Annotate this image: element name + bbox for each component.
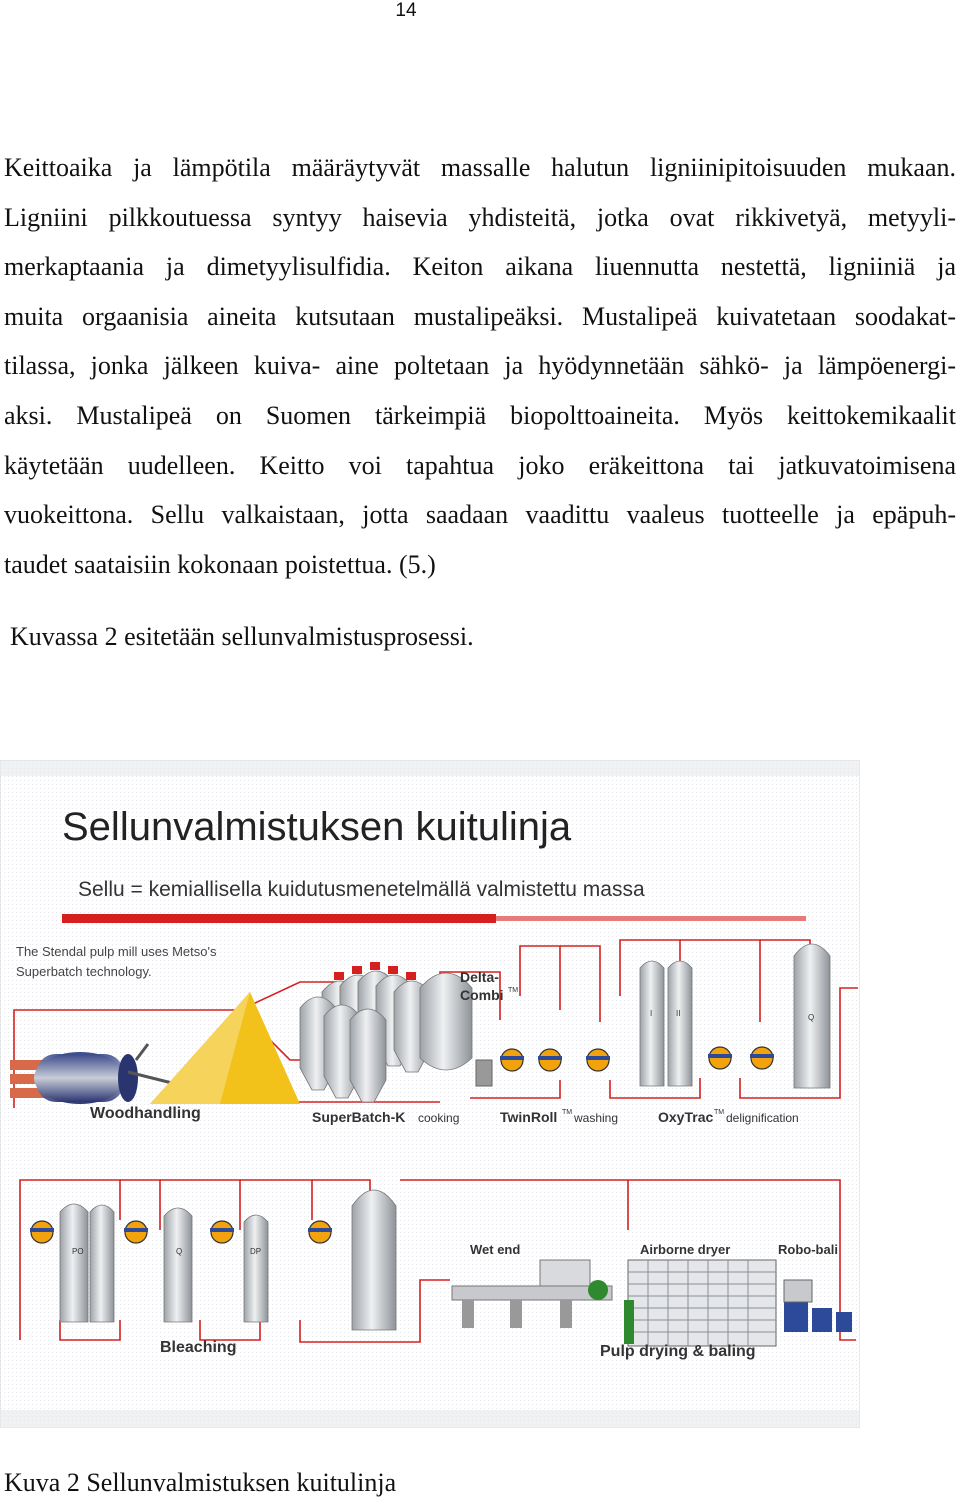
label-oxytrac-tm: TM <box>714 1109 725 1116</box>
tower-label-po: PO <box>72 1247 84 1256</box>
paragraph-line: merkaptaania ja dimetyylisulfidia. Keiton aikana liuennutta nestettä, ligniiniä ja <box>4 252 956 282</box>
label-twinroll-sub: washing <box>574 1111 619 1125</box>
tower-label-ii: II <box>676 1009 681 1018</box>
paragraph-line: käytetään uudelleen. Keitto voi tapahtua joko eräkeittona tai jatkuvatoimisena <box>4 450 956 480</box>
title-rule-red <box>62 914 496 923</box>
label-superbatch: SuperBatch-K <box>312 1109 406 1125</box>
page-number: 14 <box>395 0 417 21</box>
label-superbatch-sub: cooking <box>418 1111 460 1125</box>
label-wet-end: Wet end <box>470 1242 521 1257</box>
tower-label-i: I <box>650 1009 653 1018</box>
label-twinroll-tm: TM <box>562 1109 573 1116</box>
paragraph-line: Keittoaika ja lämpötila määräytyvät massalle halutun ligniinipitoisuuden mukaan. <box>4 153 956 182</box>
note-line-1: The Stendal pulp mill uses Metso's <box>16 944 217 959</box>
label-delta-combi-1: Delta- <box>460 969 499 985</box>
tower-label-q2: Q <box>176 1247 183 1256</box>
airborne-dryer <box>624 1260 776 1346</box>
title-rule-light <box>496 916 806 921</box>
figure-subtitle: Sellu = kemiallisella kuidutusmenetelmällä valmistettu massa <box>78 878 645 901</box>
label-oxytrac-sub: delignification <box>726 1111 799 1125</box>
label-robo-baling: Robo-bali <box>778 1242 838 1257</box>
figure-title: Sellunvalmistuksen kuitulinja <box>62 805 572 849</box>
tower-label-dp: DP <box>250 1247 262 1256</box>
paragraph-line: Ligniini pilkkoutuessa syntyy haisevia yhdisteitä, jotka ovat rikkivetyä, metyyli- <box>4 202 956 232</box>
tower-label-q: Q <box>808 1013 815 1022</box>
process-diagram <box>0 760 860 1428</box>
label-airborne-dryer: Airborne dryer <box>640 1242 731 1257</box>
note-line-2: Superbatch technology. <box>16 964 152 979</box>
process-figure <box>0 760 860 1428</box>
paragraph-line: vuokeittona. Sellu valkaistaan, jotta saadaan vaadittu vaaleus tuotteelle ja epäpuh- <box>4 500 956 530</box>
label-delta-combi-tm: TM <box>508 987 519 994</box>
label-pulp-drying: Pulp drying & baling <box>600 1343 756 1360</box>
label-twinroll: TwinRoll <box>500 1109 558 1125</box>
paragraph-line: aksi. Mustalipeä on Suomen tärkeimpiä biopolttoaineita. Myös keittokemikaalit <box>4 400 956 430</box>
label-bleaching: Bleaching <box>160 1339 237 1356</box>
paragraph-line: tilassa, jonka jälkeen kuiva- aine poltetaan ja hyödynnetään sähkö- ja lämpöenergi- <box>4 351 956 381</box>
figure-intro-text: Kuvassa 2 esitetään sellunvalmistusprosessi. <box>10 622 474 651</box>
body-paragraph <box>4 143 956 589</box>
label-delta-combi-2: Combi <box>460 987 504 1003</box>
figure-caption: Kuva 2 Sellunvalmistuksen kuitulinja <box>4 1468 397 1497</box>
label-woodhandling: Woodhandling <box>90 1105 201 1122</box>
paragraph-line: muita orgaanisia aineita kutsutaan mustalipeäksi. Mustalipeä kuivatetaan soodakat- <box>4 301 956 331</box>
label-oxytrac: OxyTrac <box>658 1109 714 1125</box>
paragraph-line: taudet saataisiin kokonaan poistettua. (5.) <box>4 549 436 579</box>
